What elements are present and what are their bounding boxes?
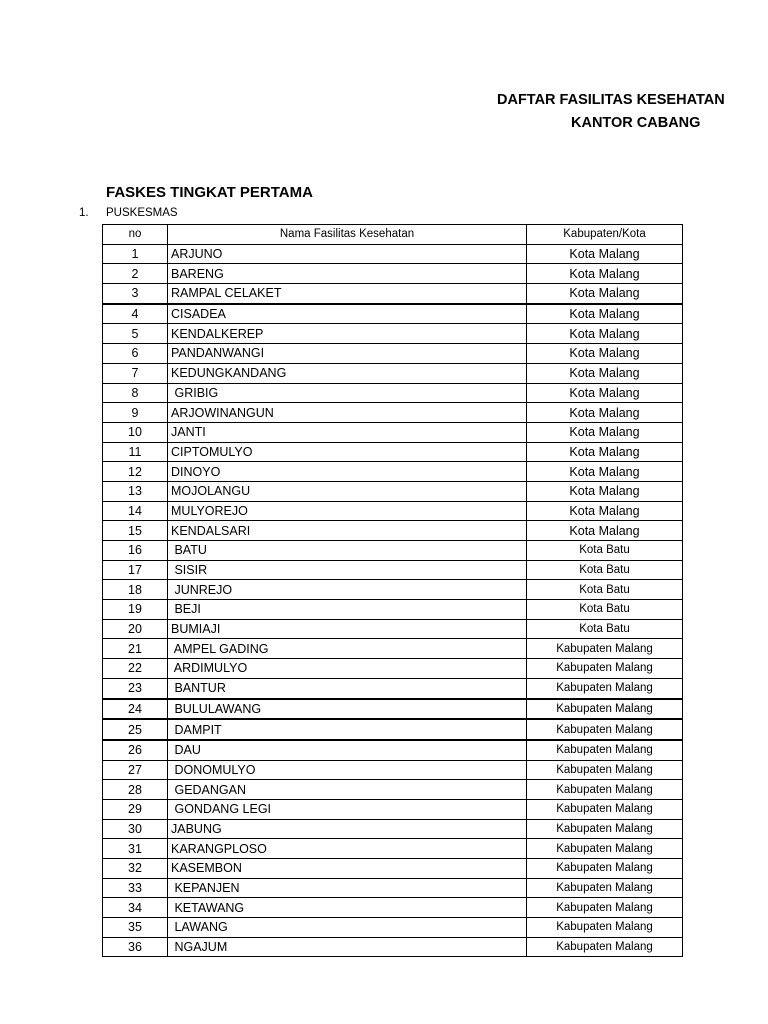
regency-city: Kota Malang — [527, 501, 683, 521]
facility-name: RAMPAL CELAKET — [168, 284, 527, 304]
table-row — [103, 740, 683, 760]
table-row — [103, 799, 683, 819]
table-row — [103, 481, 683, 501]
row-number: 22 — [103, 659, 168, 679]
facility-name: DAU — [168, 740, 527, 760]
regency-city: Kota Batu — [527, 580, 683, 600]
facility-name: GEDANGAN — [168, 780, 527, 800]
facility-name: BUMIAJI — [168, 619, 527, 639]
row-number: 28 — [103, 780, 168, 800]
table-row — [103, 560, 683, 580]
regency-city: Kota Malang — [527, 481, 683, 501]
row-number: 35 — [103, 918, 168, 938]
row-number: 31 — [103, 839, 168, 859]
subsection-number: 1. — [79, 207, 89, 219]
table-row — [103, 462, 683, 482]
table-row — [103, 501, 683, 521]
table-row — [103, 918, 683, 938]
table-row — [103, 284, 683, 304]
table-row — [103, 659, 683, 679]
facility-name: LAWANG — [168, 918, 527, 938]
regency-city: Kota Malang — [527, 244, 683, 264]
facility-name: KASEMBON — [168, 859, 527, 879]
facility-name: CIPTOMULYO — [168, 442, 527, 462]
facility-name: KENDALKEREP — [168, 324, 527, 344]
document-title-line-1 — [0, 92, 725, 112]
table-row — [103, 678, 683, 698]
row-number: 10 — [103, 422, 168, 442]
facility-name: JUNREJO — [168, 580, 527, 600]
table-row — [103, 521, 683, 541]
facility-name: BATU — [168, 541, 527, 561]
regency-city: Kota Batu — [527, 619, 683, 639]
facility-name: ARJOWINANGUN — [168, 403, 527, 423]
row-number: 36 — [103, 937, 168, 957]
row-number: 14 — [103, 501, 168, 521]
facility-name: BEJI — [168, 600, 527, 620]
row-number: 30 — [103, 819, 168, 839]
row-number: 33 — [103, 878, 168, 898]
regency-city: Kabupaten Malang — [527, 819, 683, 839]
regency-city: Kabupaten Malang — [527, 699, 683, 720]
regency-city: Kota Malang — [527, 264, 683, 284]
regency-city: Kabupaten Malang — [527, 719, 683, 740]
facility-name: MOJOLANGU — [168, 481, 527, 501]
regency-city: Kota Malang — [527, 422, 683, 442]
facility-name: CISADEA — [168, 304, 527, 324]
facility-name: SISIR — [168, 560, 527, 580]
row-number: 23 — [103, 678, 168, 698]
row-number: 7 — [103, 363, 168, 383]
facility-name: NGAJUM — [168, 937, 527, 957]
row-number: 13 — [103, 481, 168, 501]
regency-city: Kabupaten Malang — [527, 659, 683, 679]
regency-city: Kabupaten Malang — [527, 760, 683, 780]
row-number: 25 — [103, 719, 168, 740]
regency-city: Kota Malang — [527, 403, 683, 423]
row-number: 2 — [103, 264, 168, 284]
regency-city: Kota Batu — [527, 560, 683, 580]
row-number: 34 — [103, 898, 168, 918]
facility-name: JANTI — [168, 422, 527, 442]
table-row — [103, 780, 683, 800]
row-number: 21 — [103, 639, 168, 659]
regency-city: Kota Malang — [527, 284, 683, 304]
section-title: FASKES TINGKAT PERTAMA — [106, 184, 313, 201]
facility-name: BANTUR — [168, 678, 527, 698]
row-number: 8 — [103, 383, 168, 403]
regency-city: Kabupaten Malang — [527, 918, 683, 938]
regency-city: Kota Malang — [527, 442, 683, 462]
facility-name: GRIBIG — [168, 383, 527, 403]
row-number: 29 — [103, 799, 168, 819]
row-number: 19 — [103, 600, 168, 620]
row-number: 17 — [103, 560, 168, 580]
facility-name: BULULAWANG — [168, 699, 527, 720]
facility-name: DAMPIT — [168, 719, 527, 740]
regency-city: Kota Malang — [527, 363, 683, 383]
regency-city: Kabupaten Malang — [527, 740, 683, 760]
facility-name: AMPEL GADING — [168, 639, 527, 659]
table-row — [103, 760, 683, 780]
regency-city: Kota Malang — [527, 521, 683, 541]
facility-name: GONDANG LEGI — [168, 799, 527, 819]
row-number: 12 — [103, 462, 168, 482]
row-number: 32 — [103, 859, 168, 879]
document-title-text-1: DAFTAR FASILITAS KESEHATAN — [497, 92, 725, 108]
column-header-regency-city: Kabupaten/Kota — [527, 225, 683, 245]
facility-name: PANDANWANGI — [168, 344, 527, 364]
table-row — [103, 580, 683, 600]
document-title-line-2 — [0, 115, 701, 135]
facility-name: KEDUNGKANDANG — [168, 363, 527, 383]
table-row — [103, 878, 683, 898]
regency-city: Kota Batu — [527, 541, 683, 561]
regency-city: Kabupaten Malang — [527, 878, 683, 898]
row-number: 3 — [103, 284, 168, 304]
table-row — [103, 383, 683, 403]
table-row — [103, 264, 683, 284]
facility-name: JABUNG — [168, 819, 527, 839]
table-row — [103, 639, 683, 659]
row-number: 16 — [103, 541, 168, 561]
facility-name: ARJUNO — [168, 244, 527, 264]
regency-city: Kabupaten Malang — [527, 678, 683, 698]
row-number: 27 — [103, 760, 168, 780]
table-row — [103, 541, 683, 561]
subsection-title: PUSKESMAS — [106, 207, 178, 219]
facility-name: DONOMULYO — [168, 760, 527, 780]
regency-city: Kabupaten Malang — [527, 937, 683, 957]
row-number: 18 — [103, 580, 168, 600]
facility-name: KARANGPLOSO — [168, 839, 527, 859]
regency-city: Kota Malang — [527, 462, 683, 482]
table-row — [103, 619, 683, 639]
regency-city: Kabupaten Malang — [527, 780, 683, 800]
table-row — [103, 937, 683, 957]
facility-name: KETAWANG — [168, 898, 527, 918]
table-body — [103, 244, 683, 957]
table-row — [103, 859, 683, 879]
regency-city: Kabupaten Malang — [527, 639, 683, 659]
regency-city: Kota Batu — [527, 600, 683, 620]
row-number: 15 — [103, 521, 168, 541]
regency-city: Kota Malang — [527, 344, 683, 364]
row-number: 4 — [103, 304, 168, 324]
regency-city: Kota Malang — [527, 324, 683, 344]
table-row — [103, 719, 683, 740]
regency-city: Kabupaten Malang — [527, 839, 683, 859]
table-row — [103, 324, 683, 344]
table-row — [103, 422, 683, 442]
regency-city: Kota Malang — [527, 383, 683, 403]
column-header-no: no — [103, 225, 168, 245]
document-title-text-2: KANTOR CABANG — [571, 115, 701, 131]
facility-name: MULYOREJO — [168, 501, 527, 521]
regency-city: Kabupaten Malang — [527, 799, 683, 819]
table-row — [103, 699, 683, 720]
table-row — [103, 363, 683, 383]
table-row — [103, 819, 683, 839]
table-row — [103, 442, 683, 462]
facility-name: BARENG — [168, 264, 527, 284]
row-number: 26 — [103, 740, 168, 760]
row-number: 5 — [103, 324, 168, 344]
row-number: 20 — [103, 619, 168, 639]
table-row — [103, 600, 683, 620]
row-number: 1 — [103, 244, 168, 264]
facility-name: DINOYO — [168, 462, 527, 482]
table-row — [103, 403, 683, 423]
row-number: 11 — [103, 442, 168, 462]
facility-name: ARDIMULYO — [168, 659, 527, 679]
table-row — [103, 344, 683, 364]
row-number: 6 — [103, 344, 168, 364]
table-row — [103, 244, 683, 264]
column-header-facility-name: Nama Fasilitas Kesehatan — [168, 225, 527, 245]
regency-city: Kota Malang — [527, 304, 683, 324]
row-number: 9 — [103, 403, 168, 423]
table-row — [103, 304, 683, 324]
regency-city: Kabupaten Malang — [527, 898, 683, 918]
row-number: 24 — [103, 699, 168, 720]
facility-name: KENDALSARI — [168, 521, 527, 541]
table-row — [103, 839, 683, 859]
facility-name: KEPANJEN — [168, 878, 527, 898]
regency-city: Kabupaten Malang — [527, 859, 683, 879]
facility-table — [102, 224, 683, 957]
table-row — [103, 898, 683, 918]
table-header-row — [103, 225, 683, 245]
